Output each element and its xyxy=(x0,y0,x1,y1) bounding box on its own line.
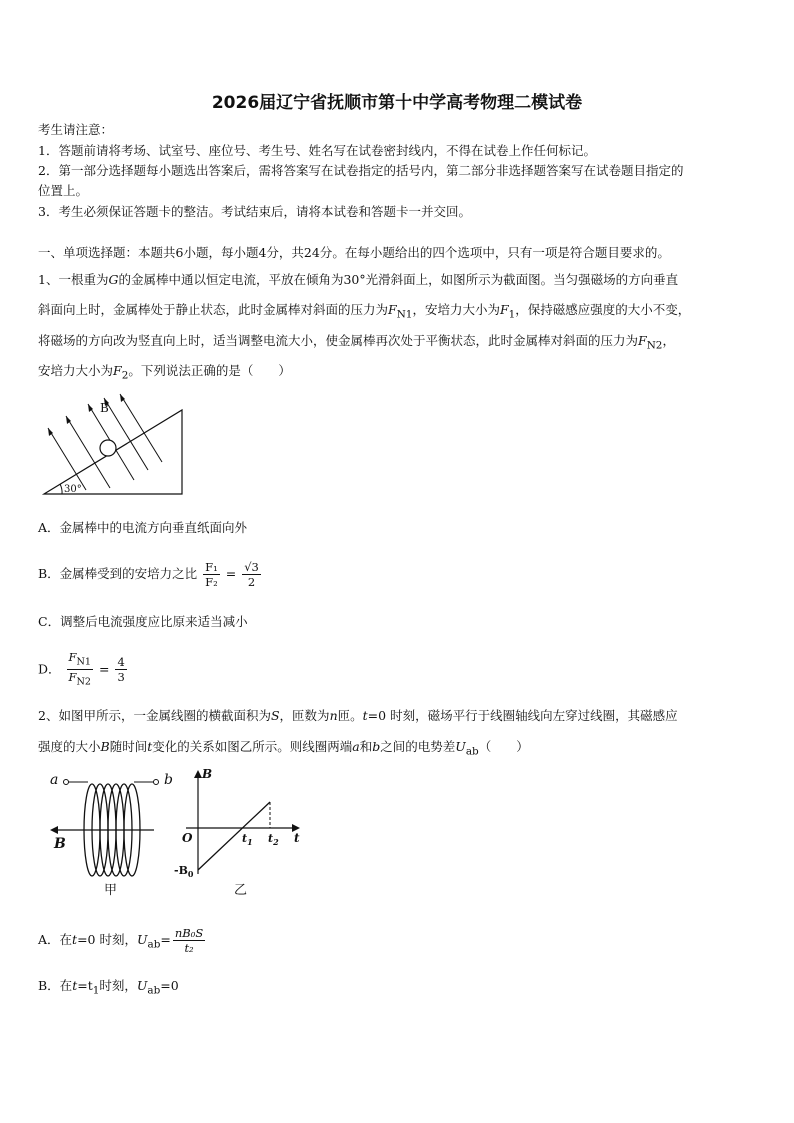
graph-caption: 乙 xyxy=(234,883,248,898)
q1-incline-figure xyxy=(38,390,188,498)
q2-option-b: B．在$t=t_1$时刻，$U_{ab}=0$ xyxy=(38,978,179,997)
angle-label: 30° xyxy=(64,484,82,495)
q1-line-3: 将磁场的方向改为竖直向上时，适当调整电流大小，使金属棒再次处于平衡状态，此时金属棒对斜面的压力为$F_{N2}$， xyxy=(38,333,675,352)
field-label-b: B xyxy=(100,401,109,415)
normal-force-fraction: $\frac{F_{N1}}{F_{N2}}$ xyxy=(68,650,91,688)
q1-line-4: 安培力大小为$F_2$。下列说法正确的是（ ） xyxy=(38,363,291,382)
q1-option-b: B．金属棒受到的安培力之比 $\frac{\text{F₁}}{\text{F₂}}$ = $\frac{√3}{2}$ xyxy=(38,560,259,589)
graph-b-line xyxy=(198,802,270,870)
metal-rod-circle xyxy=(100,440,116,456)
q2-line-2: 强度的大小B随时间t变化的关系如图乙所示。则线圈两端a和b之间的电势差$U_{ab}$（ ） xyxy=(38,739,529,758)
q1-line-2: 斜面向上时，金属棒处于静止状态，此时金属棒对斜面的压力为$F_{N1}$，安培力大小为$F_1$，保持磁感应强度的大小不变， xyxy=(38,302,691,321)
graph-origin: O xyxy=(182,831,193,845)
graph-b-label: B xyxy=(202,767,213,781)
q2-line-1: 2、如图甲所示，一金属线圈的横截面积为S，匝数为n匝。t=0 时刻，磁场平行于线圈轴线向左穿过线圈，其磁感应 xyxy=(38,708,678,723)
q1-option-d: D． $\frac{F_{N1}}{F_{N2}}$ = $\frac{4}{3}$ xyxy=(38,650,125,688)
graph-t2-label: $t_2$ xyxy=(268,832,279,847)
q1-line-1: 1、一根重为G的金属棒中通以恒定电流，平放在倾角为30°光滑斜面上，如图所示为截面图。当匀强磁场的方向垂直 xyxy=(38,272,679,287)
coil-terminal-a: a xyxy=(50,772,59,788)
notice-item-1: 1．答题前请将考场、试室号、座位号、考生号、姓名写在试卷密封线内，不得在试卷上作任何标记。 xyxy=(38,143,596,158)
notice-heading: 考生请注意： xyxy=(38,122,114,137)
coil-terminal-b: b xyxy=(164,772,173,788)
q2-option-a: A．在t=0 时刻，$U_{ab}=$ $\frac{\text{nB₀S}}{\text{t₂}}$ xyxy=(38,926,204,955)
coil-caption: 甲 xyxy=(104,883,118,898)
notice-item-3: 3．考生必须保证答题卡的整洁。考试结束后，请将本试卷和答题卡一并交回。 xyxy=(38,204,471,219)
notice-item-2-cont: 位置上。 xyxy=(38,183,89,198)
emf-fraction: $\frac{\text{nB₀S}}{\text{t₂}}$ xyxy=(174,926,204,955)
q2-bt-graph xyxy=(172,766,306,898)
graph-t-label: t xyxy=(294,831,300,845)
page-title: 2026届辽宁省抚顺市第十中学高考物理二模试卷 xyxy=(211,93,583,113)
q1-option-c: C．调整后电流强度应比原来适当减小 xyxy=(38,614,248,629)
ratio-fraction: $\frac{\text{F₁}}{\text{F₂}}$ xyxy=(205,560,218,589)
graph-t1-label: $t_1$ xyxy=(242,832,253,847)
notice-item-2: 2．第一部分选择题每小题选出答案后，需将答案写在试卷指定的括号内，第二部分非选择题答案写在试卷题目指定的 xyxy=(38,163,684,178)
normal-force-value-fraction: $\frac{4}{3}$ xyxy=(117,655,125,685)
section-heading: 一、单项选择题：本题共6小题，每小题4分，共24分。在每小题给出的四个选项中，只有一项是符合题目要求的。 xyxy=(38,245,670,260)
q1-option-a: A．金属棒中的电流方向垂直纸面向外 xyxy=(38,520,248,535)
ratio-value-fraction: $\frac{√3}{2}$ xyxy=(244,560,259,589)
q2-coil-figure xyxy=(44,768,174,898)
graph-neg-b0-label: $-B_0$ xyxy=(174,864,194,879)
coil-field-label: B xyxy=(54,836,66,852)
